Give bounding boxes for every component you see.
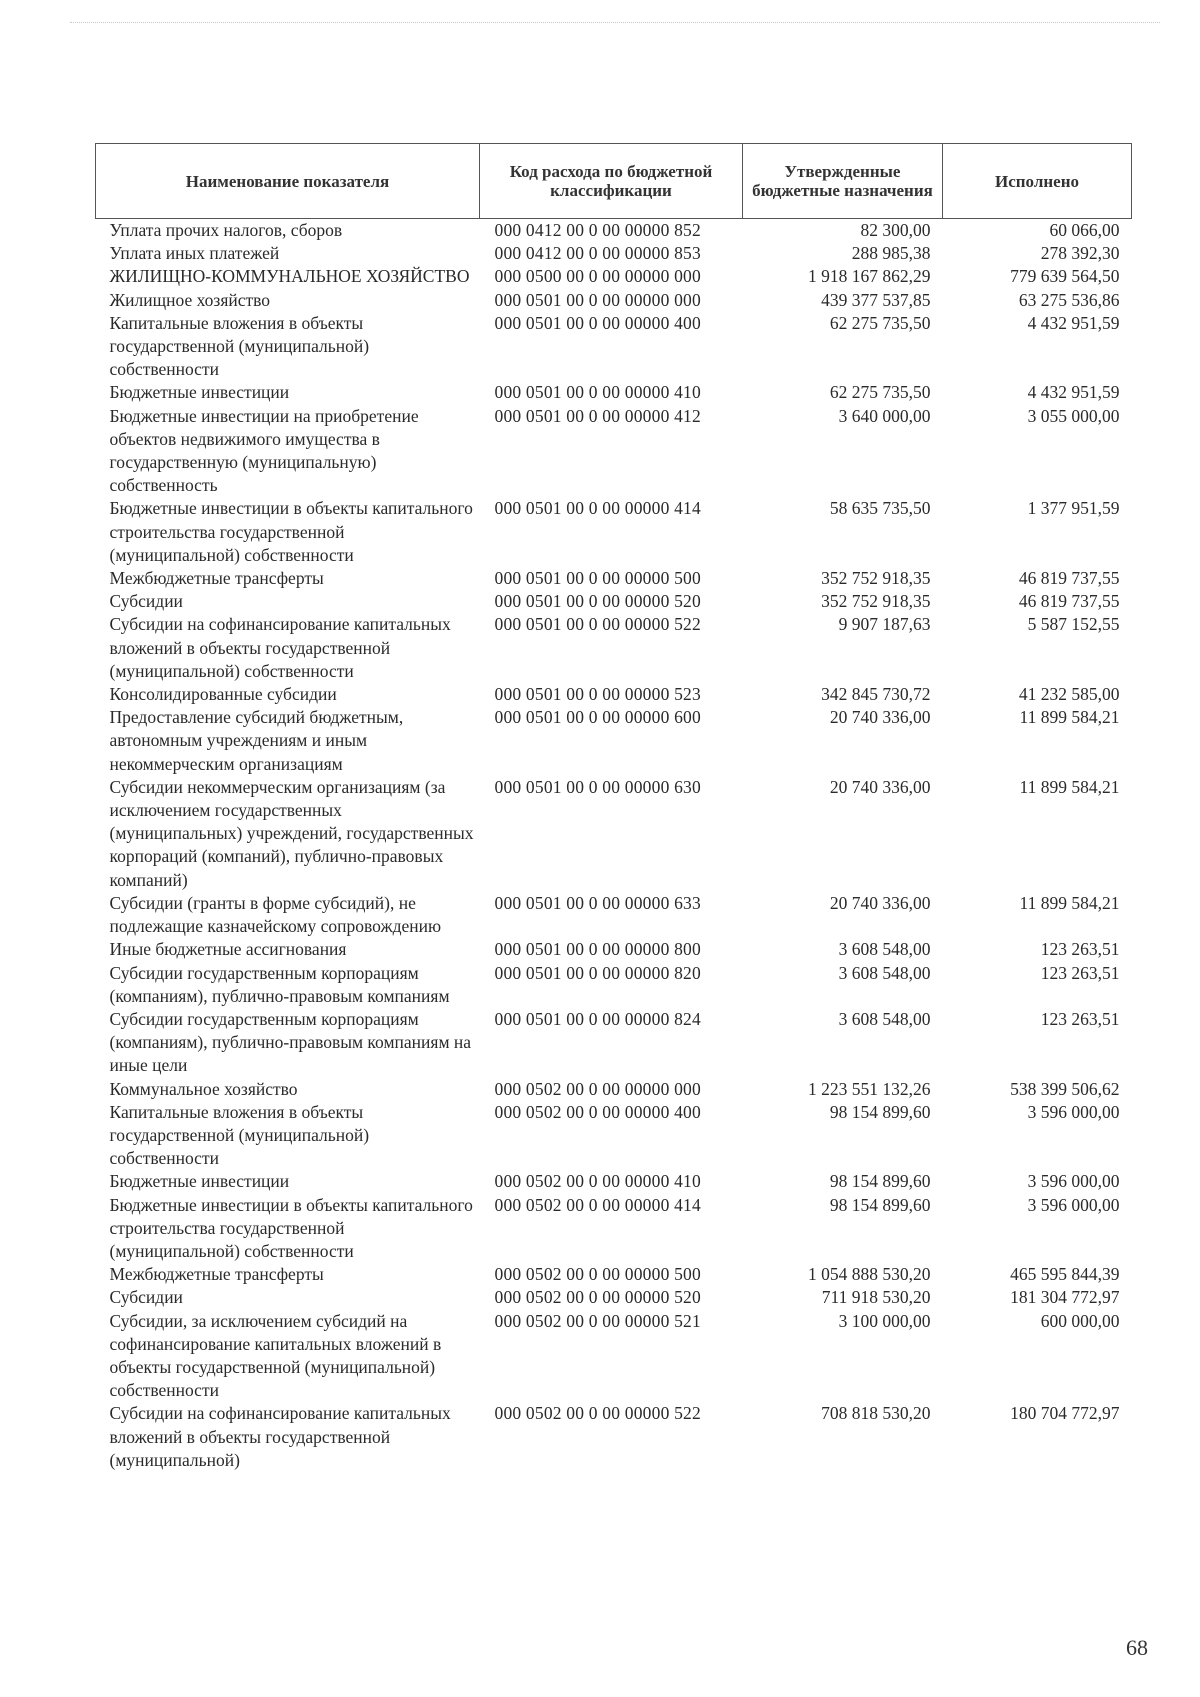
row-code: 000 0412 00 0 00 00000 852 <box>494 220 701 240</box>
row-code: 000 0501 00 0 00 00000 410 <box>494 382 701 403</box>
row-name: Бюджетные инвестиции на приобретение объектов недвижимого имущества в государственную (муниципальную) собственность <box>109 405 419 496</box>
row-code: 000 0501 00 0 00 00000 630 <box>494 776 701 797</box>
scan-artifact-line <box>70 22 1160 23</box>
row-executed: 60 066,00 <box>1049 220 1120 240</box>
row-name: Бюджетные инвестиции в объекты капитального строительства государственной (муниципальной) собственности <box>109 498 473 565</box>
row-approved: 711 918 530,20 <box>821 1287 931 1308</box>
row-code: 000 0501 00 0 00 00000 820 <box>494 962 701 983</box>
row-name: Коммунальное хозяйство <box>109 1078 298 1099</box>
row-code: 000 0501 00 0 00 00000 520 <box>494 591 701 612</box>
table-row <box>96 405 1132 498</box>
row-name: Бюджетные инвестиции <box>109 382 290 403</box>
page-number: 68 <box>1126 1635 1148 1660</box>
row-code: 000 0501 00 0 00 00000 800 <box>494 939 701 960</box>
row-executed: 3 055 000,00 <box>1027 405 1120 426</box>
header-executed: Исполнено <box>943 144 1132 219</box>
row-code: 000 0501 00 0 00 00000 522 <box>494 614 701 635</box>
row-code: 000 0502 00 0 00 00000 414 <box>494 1194 701 1215</box>
row-name: Предоставление субсидий бюджетным, автономным учреждениям и иным некоммерческим организациям <box>109 707 404 774</box>
table-row <box>96 1008 1132 1078</box>
row-executed: 600 000,00 <box>1040 1310 1120 1331</box>
row-executed: 123 263,51 <box>1040 962 1120 983</box>
row-code: 000 0501 00 0 00 00000 400 <box>494 312 701 333</box>
table-row <box>96 962 1132 1008</box>
table-row <box>96 219 1132 243</box>
row-code: 000 0501 00 0 00 00000 600 <box>494 707 701 728</box>
table-row <box>96 1263 1132 1286</box>
row-approved: 342 845 730,72 <box>821 684 931 705</box>
row-approved: 288 985,38 <box>851 243 931 264</box>
row-approved: 3 608 548,00 <box>838 962 931 983</box>
row-executed: 181 304 772,97 <box>1010 1287 1120 1308</box>
row-executed: 5 587 152,55 <box>1027 614 1120 635</box>
table-row <box>96 497 1132 567</box>
row-name: ЖИЛИЩНО-КОММУНАЛЬНОЕ ХОЗЯЙСТВО <box>109 266 470 287</box>
row-name: Субсидии <box>109 591 183 612</box>
table-row <box>96 1078 1132 1101</box>
row-approved: 62 275 735,50 <box>829 312 931 333</box>
row-code: 000 0502 00 0 00 00000 522 <box>494 1403 701 1424</box>
row-name: Межбюджетные трансферты <box>109 1264 324 1285</box>
row-approved: 82 300,00 <box>860 220 931 240</box>
row-name: Субсидии некоммерческим организациям (за исключением государственных (муниципальных) учреждений, государственных корпораций (компаний), публично-правовых компаний) <box>109 776 474 890</box>
row-name: Субсидии на софинансирование капитальных вложений в объекты государственной (муниципальной) <box>109 1403 451 1470</box>
row-executed: 4 432 951,59 <box>1027 312 1120 333</box>
budget-report-page <box>95 143 1131 1472</box>
row-approved: 352 752 918,35 <box>821 591 931 612</box>
row-executed: 123 263,51 <box>1040 1008 1120 1029</box>
row-code: 000 0501 00 0 00 00000 633 <box>494 892 701 913</box>
table-row <box>96 567 1132 590</box>
row-executed: 180 704 772,97 <box>1010 1403 1120 1424</box>
row-name: Субсидии государственным корпорациям (компаниям), публично-правовым компаниям <box>109 962 450 1006</box>
row-approved: 58 635 735,50 <box>829 498 931 519</box>
row-approved: 98 154 899,60 <box>829 1194 931 1215</box>
row-approved: 3 608 548,00 <box>838 1008 931 1029</box>
row-executed: 538 399 506,62 <box>1010 1078 1120 1099</box>
row-name: Консолидированные субсидии <box>109 684 337 705</box>
header-code: Код расхода по бюджетной классификации <box>480 144 743 219</box>
table-row <box>96 381 1132 404</box>
row-approved: 352 752 918,35 <box>821 568 931 589</box>
row-executed: 4 432 951,59 <box>1027 382 1120 403</box>
table-row <box>96 265 1132 288</box>
table-row <box>96 1402 1132 1472</box>
row-approved: 98 154 899,60 <box>829 1101 931 1122</box>
row-code: 000 0502 00 0 00 00000 400 <box>494 1101 701 1122</box>
table-row <box>96 312 1132 382</box>
row-name: Бюджетные инвестиции <box>109 1171 290 1192</box>
row-executed: 779 639 564,50 <box>1010 266 1120 287</box>
row-name: Иные бюджетные ассигнования <box>109 939 347 960</box>
row-executed: 46 819 737,55 <box>1018 591 1120 612</box>
table-row <box>96 590 1132 613</box>
row-code: 000 0412 00 0 00 00000 853 <box>494 243 701 264</box>
table-row <box>96 1310 1132 1403</box>
row-name: Субсидии на софинансирование капитальных вложений в объекты государственной (муниципальной) собственности <box>109 614 451 681</box>
row-approved: 20 740 336,00 <box>829 892 931 913</box>
row-executed: 41 232 585,00 <box>1018 684 1120 705</box>
row-approved: 20 740 336,00 <box>829 776 931 797</box>
table-row <box>96 938 1132 961</box>
row-code: 000 0501 00 0 00 00000 523 <box>494 684 701 705</box>
row-executed: 3 596 000,00 <box>1027 1101 1120 1122</box>
row-name: Субсидии государственным корпорациям (компаниям), публично-правовым компаниям на иные цели <box>109 1008 472 1076</box>
row-code: 000 0501 00 0 00 00000 000 <box>494 289 701 310</box>
row-name: Бюджетные инвестиции в объекты капитального строительства государственной (муниципальной) собственности <box>109 1194 473 1261</box>
table-header <box>96 144 1132 219</box>
header-name: Наименование показателя <box>96 144 480 219</box>
row-name: Жилищное хозяйство <box>109 289 271 310</box>
table-row <box>96 1170 1132 1193</box>
row-code: 000 0502 00 0 00 00000 410 <box>494 1171 701 1192</box>
row-approved: 3 100 000,00 <box>838 1310 931 1331</box>
row-code: 000 0501 00 0 00 00000 412 <box>494 405 701 426</box>
row-code: 000 0502 00 0 00 00000 520 <box>494 1287 701 1308</box>
row-executed: 46 819 737,55 <box>1018 568 1120 589</box>
table-row <box>96 683 1132 706</box>
row-executed: 3 596 000,00 <box>1027 1194 1120 1215</box>
table-row <box>96 289 1132 312</box>
row-executed: 465 595 844,39 <box>1010 1264 1120 1285</box>
row-executed: 3 596 000,00 <box>1027 1171 1120 1192</box>
row-name: Капитальные вложения в объекты государственной (муниципальной) собственности <box>109 312 370 380</box>
row-executed: 11 899 584,21 <box>1019 776 1120 797</box>
row-name: Уплата иных платежей <box>109 243 280 264</box>
row-executed: 123 263,51 <box>1040 939 1120 960</box>
row-code: 000 0502 00 0 00 00000 000 <box>494 1078 701 1099</box>
budget-execution-table <box>95 143 1132 1472</box>
row-approved: 708 818 530,20 <box>821 1403 931 1424</box>
row-executed: 63 275 536,86 <box>1018 289 1120 310</box>
row-code: 000 0501 00 0 00 00000 414 <box>494 498 701 519</box>
row-code: 000 0500 00 0 00 00000 000 <box>494 266 701 287</box>
row-code: 000 0501 00 0 00 00000 500 <box>494 568 701 589</box>
row-name: Субсидии (гранты в форме субсидий), не подлежащие казначейскому сопровождению <box>109 892 442 937</box>
row-approved: 3 608 548,00 <box>838 939 931 960</box>
table-body <box>96 219 1132 1472</box>
row-name: Субсидии, за исключением субсидий на софинансирование капитальных вложений в объекты государственной (муниципальной) собственности <box>109 1310 442 1401</box>
table-row <box>96 1194 1132 1264</box>
row-approved: 1 223 551 132,26 <box>808 1078 931 1099</box>
row-approved: 3 640 000,00 <box>838 405 931 426</box>
row-approved: 9 907 187,63 <box>838 614 931 635</box>
row-approved: 439 377 537,85 <box>821 289 931 310</box>
row-approved: 20 740 336,00 <box>829 707 931 728</box>
table-row <box>96 1101 1132 1171</box>
row-executed: 11 899 584,21 <box>1019 707 1120 728</box>
row-approved: 62 275 735,50 <box>829 382 931 403</box>
row-code: 000 0502 00 0 00 00000 521 <box>494 1310 701 1331</box>
row-name: Субсидии <box>109 1287 183 1308</box>
row-name: Межбюджетные трансферты <box>109 568 324 589</box>
row-executed: 11 899 584,21 <box>1019 892 1120 913</box>
row-executed: 278 392,30 <box>1040 243 1120 264</box>
table-row <box>96 892 1132 938</box>
row-executed: 1 377 951,59 <box>1027 498 1120 519</box>
row-name: Капитальные вложения в объекты государственной (муниципальной) собственности <box>109 1101 370 1169</box>
row-approved: 1 918 167 862,29 <box>808 266 931 287</box>
row-name: Уплата прочих налогов, сборов <box>109 220 343 240</box>
table-row <box>96 613 1132 683</box>
row-code: 000 0502 00 0 00 00000 500 <box>494 1264 701 1285</box>
table-row <box>96 706 1132 776</box>
row-code: 000 0501 00 0 00 00000 824 <box>494 1008 701 1029</box>
row-approved: 98 154 899,60 <box>829 1171 931 1192</box>
table-row <box>96 242 1132 265</box>
header-approved: Утвержденные бюджетные назначения <box>743 144 943 219</box>
table-row <box>96 776 1132 892</box>
row-approved: 1 054 888 530,20 <box>808 1264 931 1285</box>
table-row <box>96 1286 1132 1309</box>
